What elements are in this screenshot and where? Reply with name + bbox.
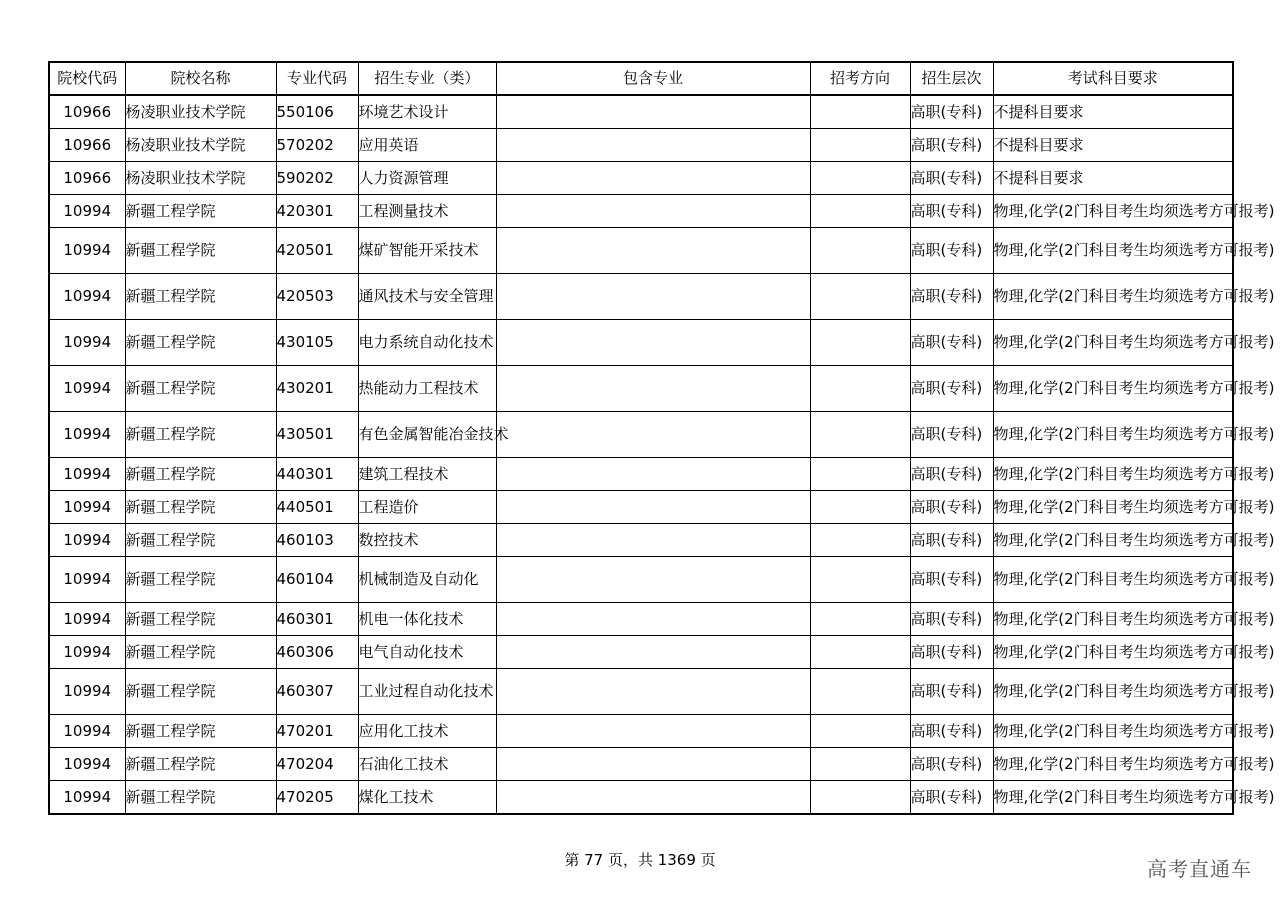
cell-major-code: 570202 (276, 129, 358, 162)
cell-school-code: 10994 (49, 274, 125, 320)
cell-included-majors (496, 669, 810, 715)
cell-school-name: 新疆工程学院 (125, 412, 276, 458)
cell-school-name: 新疆工程学院 (125, 320, 276, 366)
cell-school-code: 10994 (49, 228, 125, 274)
cell-included-majors (496, 366, 810, 412)
cell-school-name: 新疆工程学院 (125, 603, 276, 636)
cell-school-name: 新疆工程学院 (125, 524, 276, 557)
cell-major-code: 460307 (276, 669, 358, 715)
cell-direction (810, 636, 910, 669)
table-body (49, 95, 1275, 814)
cell-major: 煤化工技术 (358, 781, 496, 815)
cell-included-majors (496, 228, 810, 274)
cell-subject-requirement: 不提科目要求 (993, 95, 1233, 129)
cell-school-name: 新疆工程学院 (125, 195, 276, 228)
table-row (49, 129, 1233, 162)
cell-school-name: 新疆工程学院 (125, 669, 276, 715)
cell-direction (810, 195, 910, 228)
cell-direction (810, 320, 910, 366)
cell-school-name: 新疆工程学院 (125, 228, 276, 274)
header-direction: 招考方向 (810, 62, 910, 95)
cell-major-code: 470205 (276, 781, 358, 815)
cell-subject-requirement: 物理,化学(2门科目考生均须选考方可报考) (993, 491, 1233, 524)
table-header (49, 62, 1233, 95)
cell-major-code: 440301 (276, 458, 358, 491)
table-row (49, 458, 1233, 491)
table-row (49, 748, 1233, 781)
cell-major: 工程测量技术 (358, 195, 496, 228)
cell-school-name: 新疆工程学院 (125, 366, 276, 412)
cell-direction (810, 524, 910, 557)
cell-level: 高职(专科) (910, 162, 993, 195)
cell-school-code: 10994 (49, 320, 125, 366)
cell-included-majors (496, 320, 810, 366)
cell-major: 机械制造及自动化 (358, 557, 496, 603)
cell-subject-requirement: 物理,化学(2门科目考生均须选考方可报考) (993, 669, 1233, 715)
cell-school-code: 10994 (49, 636, 125, 669)
cell-school-code: 10994 (49, 748, 125, 781)
cell-major: 数控技术 (358, 524, 496, 557)
cell-school-code: 10994 (49, 524, 125, 557)
cell-subject-requirement: 物理,化学(2门科目考生均须选考方可报考) (993, 458, 1233, 491)
cell-included-majors (496, 412, 810, 458)
cell-included-majors (496, 748, 810, 781)
cell-major: 环境艺术设计 (358, 95, 496, 129)
cell-level: 高职(专科) (910, 228, 993, 274)
cell-major-code: 420503 (276, 274, 358, 320)
table-row (49, 95, 1233, 129)
cell-direction (810, 412, 910, 458)
cell-direction (810, 366, 910, 412)
cell-major: 工程造价 (358, 491, 496, 524)
cell-major-code: 430105 (276, 320, 358, 366)
cell-major: 煤矿智能开采技术 (358, 228, 496, 274)
cell-school-code: 10994 (49, 781, 125, 815)
cell-subject-requirement: 物理,化学(2门科目考生均须选考方可报考) (993, 715, 1233, 748)
cell-major-code: 460103 (276, 524, 358, 557)
page-number: 第 77 页，共 1369 页 (564, 851, 716, 869)
cell-direction (810, 458, 910, 491)
cell-school-code: 10994 (49, 458, 125, 491)
cell-school-code: 10994 (49, 366, 125, 412)
cell-school-name: 新疆工程学院 (125, 636, 276, 669)
table-row (49, 320, 1233, 366)
cell-school-name: 新疆工程学院 (125, 748, 276, 781)
cell-direction (810, 129, 910, 162)
cell-subject-requirement: 物理,化学(2门科目考生均须选考方可报考) (993, 320, 1233, 366)
cell-school-name: 新疆工程学院 (125, 458, 276, 491)
cell-major-code: 470201 (276, 715, 358, 748)
cell-direction (810, 95, 910, 129)
cell-major: 人力资源管理 (358, 162, 496, 195)
header-level: 招生层次 (910, 62, 993, 95)
cell-school-code: 10966 (49, 162, 125, 195)
cell-level: 高职(专科) (910, 636, 993, 669)
cell-included-majors (496, 557, 810, 603)
cell-level: 高职(专科) (910, 458, 993, 491)
table-row (49, 195, 1233, 228)
cell-major: 通风技术与安全管理 (358, 274, 496, 320)
cell-level: 高职(专科) (910, 320, 993, 366)
header-major-code: 专业代码 (276, 62, 358, 95)
table-row (49, 412, 1233, 458)
admission-table (48, 61, 1275, 815)
cell-major: 应用英语 (358, 129, 496, 162)
cell-school-name: 新疆工程学院 (125, 557, 276, 603)
header-school-code: 院校代码 (49, 62, 125, 95)
cell-school-name: 杨凌职业技术学院 (125, 129, 276, 162)
cell-major-code: 590202 (276, 162, 358, 195)
cell-included-majors (496, 195, 810, 228)
table-row (49, 715, 1233, 748)
header-major: 招生专业（类） (358, 62, 496, 95)
cell-included-majors (496, 95, 810, 129)
cell-included-majors (496, 636, 810, 669)
cell-school-code: 10994 (49, 491, 125, 524)
cell-major-code: 470204 (276, 748, 358, 781)
cell-school-name: 杨凌职业技术学院 (125, 95, 276, 129)
cell-major-code: 550106 (276, 95, 358, 129)
cell-direction (810, 557, 910, 603)
cell-major: 电气自动化技术 (358, 636, 496, 669)
cell-major: 工业过程自动化技术 (358, 669, 496, 715)
cell-school-name: 杨凌职业技术学院 (125, 162, 276, 195)
cell-school-name: 新疆工程学院 (125, 715, 276, 748)
cell-major-code: 430201 (276, 366, 358, 412)
cell-level: 高职(专科) (910, 366, 993, 412)
cell-subject-requirement: 不提科目要求 (993, 129, 1233, 162)
cell-direction (810, 274, 910, 320)
cell-direction (810, 715, 910, 748)
cell-major-code: 460306 (276, 636, 358, 669)
cell-level: 高职(专科) (910, 195, 993, 228)
cell-school-code: 10994 (49, 412, 125, 458)
cell-included-majors (496, 458, 810, 491)
cell-subject-requirement: 物理,化学(2门科目考生均须选考方可报考) (993, 781, 1233, 815)
cell-level: 高职(专科) (910, 95, 993, 129)
cell-major: 有色金属智能冶金技术 (358, 412, 496, 458)
cell-major-code: 460301 (276, 603, 358, 636)
cell-major: 石油化工技术 (358, 748, 496, 781)
cell-direction (810, 669, 910, 715)
cell-subject-requirement: 物理,化学(2门科目考生均须选考方可报考) (993, 274, 1233, 320)
cell-subject-requirement: 不提科目要求 (993, 162, 1233, 195)
cell-major: 应用化工技术 (358, 715, 496, 748)
table-row (49, 491, 1233, 524)
cell-subject-requirement: 物理,化学(2门科目考生均须选考方可报考) (993, 557, 1233, 603)
cell-major-code: 420501 (276, 228, 358, 274)
cell-major: 建筑工程技术 (358, 458, 496, 491)
table-row (49, 781, 1233, 815)
cell-subject-requirement: 物理,化学(2门科目考生均须选考方可报考) (993, 228, 1233, 274)
cell-level: 高职(专科) (910, 491, 993, 524)
cell-direction (810, 491, 910, 524)
cell-included-majors (496, 781, 810, 815)
cell-subject-requirement: 物理,化学(2门科目考生均须选考方可报考) (993, 412, 1233, 458)
cell-subject-requirement: 物理,化学(2门科目考生均须选考方可报考) (993, 195, 1233, 228)
cell-school-code: 10966 (49, 95, 125, 129)
header-school-name: 院校名称 (125, 62, 276, 95)
cell-level: 高职(专科) (910, 524, 993, 557)
cell-level: 高职(专科) (910, 412, 993, 458)
cell-major-code: 430501 (276, 412, 358, 458)
cell-major-code: 420301 (276, 195, 358, 228)
header-subject-requirement: 考试科目要求 (993, 62, 1233, 95)
cell-included-majors (496, 491, 810, 524)
table-row (49, 162, 1233, 195)
header-row (49, 62, 1233, 95)
cell-level: 高职(专科) (910, 715, 993, 748)
cell-included-majors (496, 524, 810, 557)
cell-school-code: 10994 (49, 669, 125, 715)
cell-school-code: 10994 (49, 715, 125, 748)
cell-school-code: 10966 (49, 129, 125, 162)
cell-school-name: 新疆工程学院 (125, 274, 276, 320)
table-row (49, 366, 1233, 412)
cell-level: 高职(专科) (910, 748, 993, 781)
cell-included-majors (496, 274, 810, 320)
table-row (49, 557, 1233, 603)
cell-subject-requirement: 物理,化学(2门科目考生均须选考方可报考) (993, 603, 1233, 636)
watermark: 高考直通车 (1147, 857, 1252, 881)
cell-level: 高职(专科) (910, 129, 993, 162)
cell-school-name: 新疆工程学院 (125, 781, 276, 815)
cell-major-code: 440501 (276, 491, 358, 524)
cell-major: 电力系统自动化技术 (358, 320, 496, 366)
cell-included-majors (496, 162, 810, 195)
table-row (49, 274, 1233, 320)
cell-direction (810, 603, 910, 636)
table-row (49, 636, 1233, 669)
table-row (49, 228, 1233, 274)
cell-direction (810, 781, 910, 815)
cell-level: 高职(专科) (910, 274, 993, 320)
cell-major: 机电一体化技术 (358, 603, 496, 636)
cell-level: 高职(专科) (910, 781, 993, 815)
cell-level: 高职(专科) (910, 603, 993, 636)
table-row (49, 524, 1233, 557)
cell-school-code: 10994 (49, 557, 125, 603)
cell-included-majors (496, 603, 810, 636)
table-row (49, 603, 1233, 636)
cell-direction (810, 162, 910, 195)
cell-subject-requirement: 物理,化学(2门科目考生均须选考方可报考) (993, 524, 1233, 557)
cell-included-majors (496, 129, 810, 162)
cell-major: 热能动力工程技术 (358, 366, 496, 412)
cell-school-code: 10994 (49, 195, 125, 228)
cell-direction (810, 748, 910, 781)
cell-level: 高职(专科) (910, 557, 993, 603)
cell-subject-requirement: 物理,化学(2门科目考生均须选考方可报考) (993, 636, 1233, 669)
cell-direction (810, 228, 910, 274)
table-row (49, 669, 1233, 715)
cell-school-code: 10994 (49, 603, 125, 636)
header-included-majors: 包含专业 (496, 62, 810, 95)
cell-school-name: 新疆工程学院 (125, 491, 276, 524)
cell-major-code: 460104 (276, 557, 358, 603)
cell-level: 高职(专科) (910, 669, 993, 715)
cell-subject-requirement: 物理,化学(2门科目考生均须选考方可报考) (993, 366, 1233, 412)
cell-included-majors (496, 715, 810, 748)
cell-subject-requirement: 物理,化学(2门科目考生均须选考方可报考) (993, 748, 1233, 781)
